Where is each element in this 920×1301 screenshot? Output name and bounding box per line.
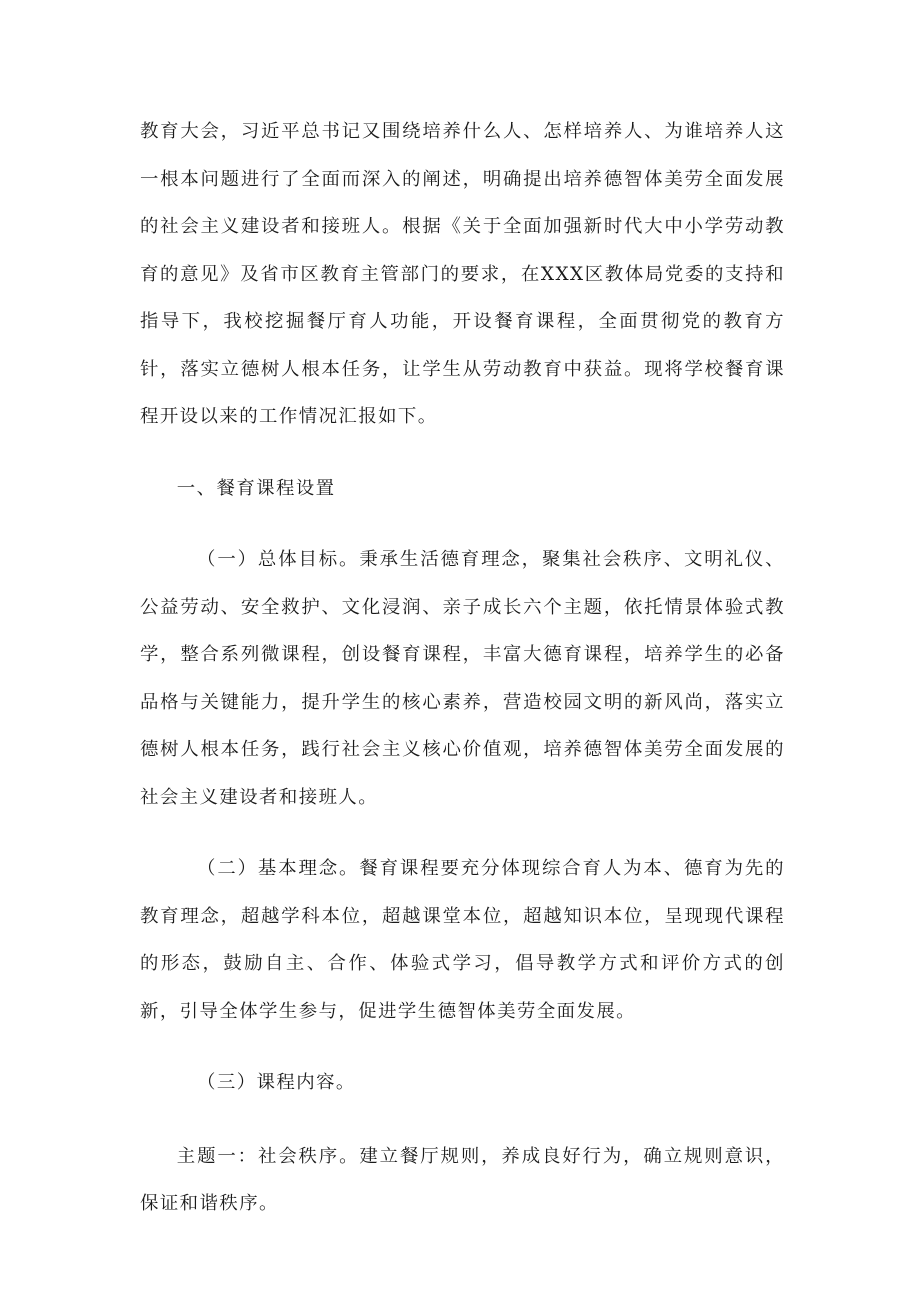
intro-paragraph: 教育大会，习近平总书记又围绕培养什么人、怎样培养人、为谁培养人这一根本问题进行了全面而深入的阐述，明确提出培养德智体美劳全面发展的社会主义建设者和接班人。根据《关于全面加强新时代大中小学劳动教育的意见》及省市区教育主管部门的要求，在XXX区教体局党委的支持和指导下，我校挖掘餐厅育人功能，开设餐育课程，全面贯彻党的教育方针，落实立德树人根本任务，让学生从劳动教育中获益。现将学校餐育课程开设以来的工作情况汇报如下。 [140, 121, 785, 427]
section-heading: 一、餐育课程设置 [176, 477, 336, 499]
course-content-heading: （三）课程内容。 [197, 1072, 356, 1093]
document-body [140, 108, 785, 1228]
basic-concept-paragraph: （二）基本理念。餐育课程要充分体现综合育人为本、德育为先的教育理念，超越学科本位，超越课堂本位，超越知识本位，呈现现代课程的形态，鼓励自主、合作、体验式学习，倡导教学方式和评价方式的创新，引导全体学生参与，促进学生德智体美劳全面发展。 [140, 858, 785, 1022]
overall-goal-paragraph: （一）总体目标。秉承生活德育理念，聚集社会秩序、文明礼仪、公益劳动、安全救护、文化浸润、亲子成长六个主题，依托情景体验式教学，整合系列微课程，创设餐育课程，丰富大德育课程，培养学生的必备品格与关键能力，提升学生的核心素养，营造校园文明的新风尚，落实立德树人根本任务，践行社会主义核心价值观，培养德智体美劳全面发展的社会主义建设者和接班人。 [140, 549, 785, 808]
theme-one-paragraph: 主题一：社会秩序。建立餐厅规则，养成良好行为，确立规则意识，保证和谐秩序。 [140, 1145, 785, 1214]
